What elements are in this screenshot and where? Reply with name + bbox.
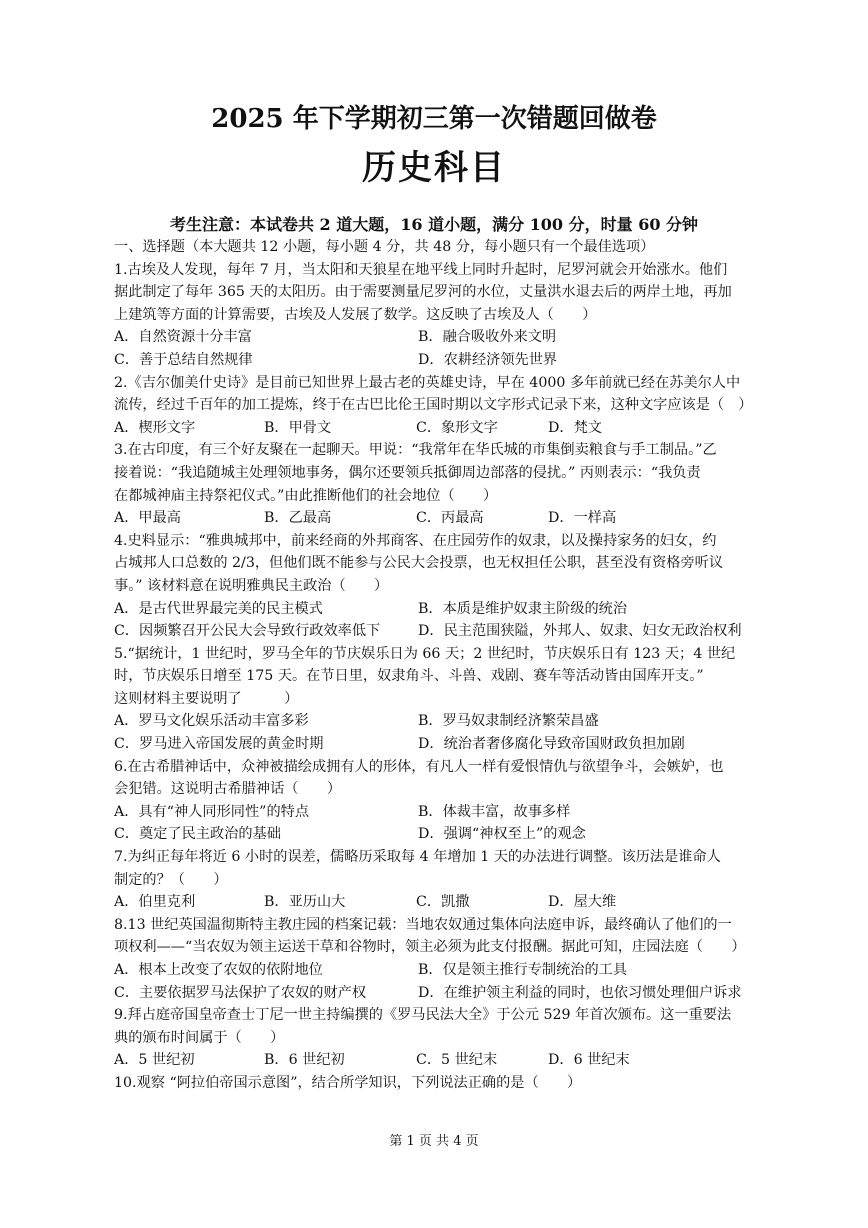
option-c[interactable]: C．凯撒 bbox=[416, 894, 470, 911]
option-c[interactable]: C．主要依据罗马法保护了农奴的财产权 bbox=[114, 984, 367, 1001]
question-text-line: 占城邦人口总数的 2/3，但他们既不能参与公民大会投票，也无权担任公职，甚至没有资格旁听议 bbox=[114, 555, 724, 572]
question-9 bbox=[114, 1004, 762, 1072]
option-row bbox=[114, 417, 762, 440]
question-text-line: 5.“据统计，1 世纪时，罗马全年的节庆娱乐日为 66 天；2 世纪时，节庆娱乐日有 123 天；4 世纪 bbox=[114, 645, 736, 662]
exam-title: 2025 年下学期初三第一次错题回做卷 bbox=[211, 104, 657, 134]
question-2 bbox=[114, 372, 762, 440]
option-a[interactable]: A．伯里克利 bbox=[114, 894, 196, 911]
question-text-line: 典的颁布时间属于（ ） bbox=[114, 1029, 285, 1046]
question-4 bbox=[114, 530, 762, 643]
option-c[interactable]: C．象形文字 bbox=[416, 419, 498, 436]
option-d[interactable]: D．农耕经济领先世界 bbox=[418, 351, 558, 368]
question-text-line: 6.在古希腊神话中，众神被描绘成拥有人的形体，有凡人一样有爱恨情仇与欲望争斗，会嫉妒，也 bbox=[114, 758, 724, 775]
option-row bbox=[114, 959, 762, 982]
option-d[interactable]: D．屋大维 bbox=[548, 894, 617, 911]
question-text-line: 上建筑等方面的计算需要，古埃及人发展了数学。这反映了古埃及人（ ） bbox=[114, 306, 597, 323]
option-b[interactable]: B．甲骨文 bbox=[264, 419, 332, 436]
exam-notice: 考生注意：本试卷共 2 道大题，16 道小题，满分 100 分，时量 60 分钟 bbox=[169, 215, 699, 234]
question-text-line: 4.史料显示：“雅典城邦中，前来经商的外邦商客、在庄园劳作的奴隶，以及操持家务的妇女，约 bbox=[114, 532, 717, 549]
question-text-line: 2.《吉尔伽美什史诗》是目前已知世界上最古老的英雄史诗，早在 4000 多年前就已经在苏美尔人中 bbox=[114, 374, 741, 391]
option-c[interactable]: C．因频繁召开公民大会导致行政效率低下 bbox=[114, 623, 381, 640]
question-text-line: 3.在古印度，有三个好友聚在一起聊天。甲说：“我常年在华氏城的市集倒卖粮食与手工制品。”乙 bbox=[114, 442, 717, 459]
option-b[interactable]: B．乙最高 bbox=[264, 510, 332, 527]
question-text-line: 会犯错。这说明古希腊神话（ ） bbox=[114, 781, 342, 798]
question-8 bbox=[114, 914, 762, 1004]
option-d[interactable]: D．梵文 bbox=[548, 419, 602, 436]
option-row bbox=[114, 982, 762, 1005]
option-row bbox=[114, 620, 762, 643]
option-b[interactable]: B．罗马奴隶制经济繁荣昌盛 bbox=[418, 713, 599, 730]
option-d[interactable]: D．统治者奢侈腐化导致帝国财政负担加剧 bbox=[418, 736, 685, 753]
option-d[interactable]: D．一样高 bbox=[548, 510, 617, 527]
option-b[interactable]: B．亚历山大 bbox=[264, 894, 346, 911]
option-a[interactable]: A．自然资源十分丰富 bbox=[114, 329, 252, 346]
question-5 bbox=[114, 643, 762, 756]
option-row bbox=[114, 823, 762, 846]
option-a[interactable]: A．是古代世界最完美的民主模式 bbox=[114, 600, 323, 617]
option-c[interactable]: C．5 世纪末 bbox=[416, 1052, 498, 1069]
option-c[interactable]: C．罗马进入帝国发展的黄金时期 bbox=[114, 736, 324, 753]
question-1 bbox=[114, 259, 762, 372]
option-b[interactable]: B．6 世纪初 bbox=[264, 1052, 345, 1069]
question-text-line: 这则材料主要说明了 ） bbox=[114, 690, 299, 707]
option-c[interactable]: C．善于总结自然规律 bbox=[114, 351, 253, 368]
page-number: 第 1 页 共 4 页 bbox=[389, 1134, 479, 1149]
question-3 bbox=[114, 439, 762, 529]
option-d[interactable]: D．强调“神权至上”的观念 bbox=[418, 826, 586, 843]
option-b[interactable]: B．体裁丰富，故事多样 bbox=[418, 803, 571, 820]
option-b[interactable]: B．仅是领主推行专制统治的工具 bbox=[418, 962, 628, 978]
question-text-line: 接着说：“我追随城主处理领地事务，偶尔还要领兵抵御周边部落的侵扰。” 丙则表示：“我负责 bbox=[114, 464, 701, 481]
option-c[interactable]: C．奠定了民主政治的基础 bbox=[114, 826, 281, 843]
option-row bbox=[114, 598, 762, 621]
option-d[interactable]: D．民主范围狭隘，外邦人、奴隶、妇女无政治权利 bbox=[418, 623, 742, 640]
question-text-line: 事。” 该材料意在说明雅典民主政治（ ） bbox=[114, 577, 389, 594]
section-heading: 一、选择题（本大题共 12 小题，每小题 4 分，共 48 分，每小题只有一个最佳选项） bbox=[114, 239, 655, 255]
option-row bbox=[114, 891, 762, 914]
option-b[interactable]: B．融合吸收外来文明 bbox=[418, 329, 557, 346]
option-d[interactable]: D．6 世纪末 bbox=[548, 1052, 630, 1069]
question-text-line: 10.观察 “阿拉伯帝国示意图”，结合所学知识，下列说法正确的是（ ） bbox=[114, 1074, 582, 1091]
question-text-line: 时，节庆娱乐日增至 175 天。在节日里，奴隶角斗、斗兽、戏剧、赛车等活动皆由国库开支。” bbox=[114, 668, 704, 685]
question-text-line: 7.为纠正每年将近 6 小时的误差，儒略历采取每 4 年增加 1 天的办法进行调整。该历法是谁命人 bbox=[114, 849, 721, 866]
question-7 bbox=[114, 846, 762, 914]
option-row bbox=[114, 733, 762, 756]
question-text-line: 8.13 世纪英国温彻斯特主教庄园的档案记载：当地农奴通过集体向法庭申诉，最终确认了他们的一 bbox=[114, 916, 732, 933]
option-row bbox=[114, 1049, 762, 1072]
option-a[interactable]: A．具有“神人同形同性”的特点 bbox=[114, 803, 310, 820]
option-a[interactable]: A．甲最高 bbox=[114, 510, 181, 527]
question-text-line: 在都城神庙主持祭祀仪式。”由此推断他们的社会地位（ ） bbox=[114, 487, 498, 504]
question-text-line: 据此制定了每年 365 天的太阳历。由于需要测量尼罗河的水位，丈量洪水退去后的两岸土地，再加 bbox=[114, 284, 732, 301]
question-text-line: 9.拜占庭帝国皇帝查士丁尼一世主持编撰的《罗马民法大全》于公元 529 年首次颁布。这一重要法 bbox=[114, 1007, 732, 1024]
question-area bbox=[114, 236, 762, 1095]
question-text-line: 1.古埃及人发现，每年 7 月，当太阳和天狼星在地平线上同时升起时，尼罗河就会开始涨水。他们 bbox=[114, 261, 728, 278]
question-text-line: 流传，经过千百年的加工提炼，终于在古巴比伦王国时期以文字形式记录下来，这种文字应该是（ ） bbox=[114, 397, 753, 414]
option-c[interactable]: C．丙最高 bbox=[416, 510, 484, 527]
option-b[interactable]: B．本质是维护奴隶主阶级的统治 bbox=[418, 600, 628, 617]
option-row bbox=[114, 507, 762, 530]
option-d[interactable]: D．在维护领主利益的同时，也依习惯处理佃户诉求 bbox=[418, 984, 742, 1001]
option-a[interactable]: A．5 世纪初 bbox=[114, 1052, 195, 1069]
question-6 bbox=[114, 756, 762, 846]
exam-subject: 历史科目 bbox=[362, 148, 506, 188]
option-row bbox=[114, 349, 762, 372]
question-text-line: 制定的？（ ） bbox=[114, 871, 228, 888]
question-text-line: 项权利——“当农奴为领主运送干草和谷物时，领主必须为此支付报酬。据此可知，庄园法庭（ ） bbox=[114, 939, 746, 956]
question-10 bbox=[114, 1072, 762, 1095]
option-row bbox=[114, 326, 762, 349]
option-a[interactable]: A．楔形文字 bbox=[114, 419, 196, 436]
option-a[interactable]: A．根本上改变了农奴的依附地位 bbox=[114, 962, 323, 978]
option-a[interactable]: A．罗马文化娱乐活动丰富多彩 bbox=[114, 713, 309, 730]
option-row bbox=[114, 801, 762, 824]
option-row bbox=[114, 710, 762, 733]
